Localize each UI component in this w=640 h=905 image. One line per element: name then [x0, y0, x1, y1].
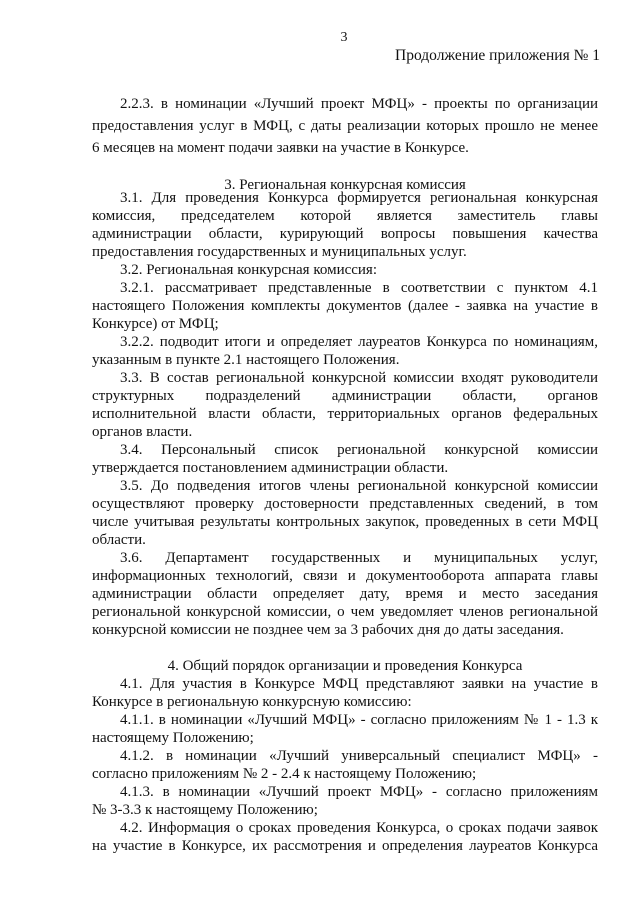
paragraph-line: настоящему Положению; — [92, 730, 254, 746]
paragraph-line: 3.2.2. подводит итоги и определяет лауреатов Конкурса по номинациям, — [120, 334, 598, 350]
page-number: 3 — [340, 30, 348, 45]
paragraph-line: области. — [92, 532, 146, 548]
paragraph-line: конкурсной комиссии не позднее чем за 3 рабочих дня до даты заседания. — [92, 622, 564, 638]
paragraph-line: 3.4. Персональный список региональной конкурсной комиссии — [120, 442, 598, 458]
paragraph-line: предоставления услуг в МФЦ, с даты реализации которых прошло не менее — [92, 118, 598, 134]
paragraph-line: осуществляют проверку достоверности представленных сведений, в том — [92, 496, 598, 512]
paragraph-line: 3.2. Региональная конкурсная комиссия: — [120, 262, 377, 278]
appendix-label: Продолжение приложения № 1 — [395, 47, 600, 64]
paragraph-line: 4.1.1. в номинации «Лучший МФЦ» - согласно приложениям № 1 - 1.3 к — [120, 712, 598, 728]
paragraph-line: предоставления государственных и муниципальных услуг. — [92, 244, 467, 260]
paragraph-line: администрации области, курирующий вопросы повышения качества — [92, 226, 598, 242]
paragraph-line: утверждается постановлением администрации области. — [92, 460, 449, 476]
paragraph-line: 4.2. Информация о сроках проведения Конкурса, о сроках подачи заявок — [120, 820, 598, 836]
paragraph-line: Конкурсе в региональную конкурсную комиссию: — [92, 694, 412, 710]
paragraph-line: 3.5. До подведения итогов члены региональной конкурсной комиссии — [120, 478, 598, 494]
paragraph-line: структурных подразделений администрации области, органов — [92, 388, 598, 404]
section-heading: 4. Общий порядок организации и проведения Конкурса — [167, 658, 523, 674]
paragraph-line: 6 месяцев на момент подачи заявки на участие в Конкурсе. — [92, 140, 469, 156]
section-heading: 3. Региональная конкурсная комиссия — [224, 177, 466, 193]
paragraph-line: 2.2.3. в номинации «Лучший проект МФЦ» - проекты по организации — [120, 96, 598, 112]
paragraph-line: 4.1.3. в номинации «Лучший проект МФЦ» - согласно приложениям — [120, 784, 598, 800]
paragraph-line: № 3-3.3 к настоящему Положению; — [92, 802, 318, 818]
paragraph-line: указанным в пункте 2.1 настоящего Положения. — [92, 352, 400, 368]
paragraph-line: 3.2.1. рассматривает представленные в соответствии с пунктом 4.1 — [120, 280, 598, 296]
paragraph-line: числе учитывая результаты контрольных закупок, проведенных в сети МФЦ — [92, 514, 598, 530]
paragraph-line: настоящего Положения комплекты документов (далее - заявка на участие в — [92, 298, 598, 314]
paragraph-line: информационных технологий, связи и документооборота аппарата главы — [92, 568, 598, 584]
paragraph-line: 4.1. Для участия в Конкурсе МФЦ представляют заявки на участие в — [120, 676, 598, 692]
paragraph-line: 3.1. Для проведения Конкурса формируется региональная конкурсная — [120, 190, 598, 206]
paragraph-line: исполнительной власти области, территориальных органов федеральных — [92, 406, 598, 422]
paragraph-line: органов власти. — [92, 424, 193, 440]
paragraph-line: 3.6. Департамент государственных и муниципальных услуг, — [120, 550, 598, 566]
paragraph-line: 4.1.2. в номинации «Лучший универсальный специалист МФЦ» - — [120, 748, 598, 764]
paragraph-line: администрации области определяет дату, время и место заседания — [92, 586, 598, 602]
paragraph-line: Конкурсе) от МФЦ; — [92, 316, 219, 332]
paragraph-line: комиссия, председателем которой является заместитель главы — [92, 208, 598, 224]
paragraph-line: региональной конкурсной комиссии, о чем уведомляет членов региональной — [92, 604, 598, 620]
paragraph-line: на участие в Конкурсе, их рассмотрения и определения лауреатов Конкурса — [92, 838, 598, 854]
paragraph-line: 3.3. В состав региональной конкурсной комиссии входят руководители — [120, 370, 598, 386]
paragraph-line: согласно приложениям № 2 - 2.4 к настоящему Положению; — [92, 766, 477, 782]
